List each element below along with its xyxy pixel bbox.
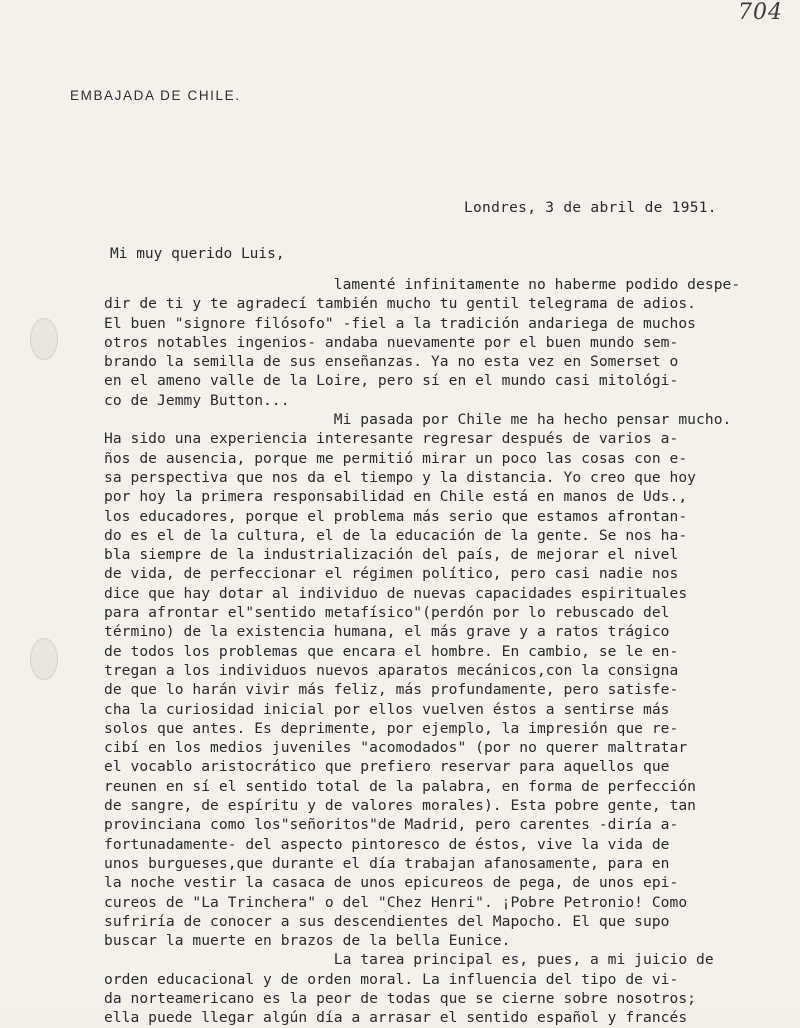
body-line: para afrontar el"sentido metafísico"(perdón por lo rebuscado del xyxy=(104,604,670,622)
body-line: bla siempre de la industrialización del país, de mejorar el nivel xyxy=(104,546,679,564)
punch-hole xyxy=(30,638,58,680)
body-line: reunen en sí el sentido total de la palabra, en forma de perfección xyxy=(104,777,697,795)
dateline: Londres, 3 de abril de 1951. xyxy=(464,200,717,216)
body-line: de sangre, de espíritu y de valores morales). Esta pobre gente, tan xyxy=(104,797,697,815)
body-line: co de Jemmy Button... xyxy=(104,391,290,409)
body-line: dir de ti y te agradecí también mucho tu gentil telegrama de adios. xyxy=(104,295,697,313)
body-line: tregan a los individuos nuevos aparatos mecánicos,con la consigna xyxy=(104,661,679,679)
body-line: buscar la muerte en brazos de la bella Eunice. xyxy=(104,932,511,950)
body-line: cha la curiosidad inicial por ellos vuelven éstos a sentirse más xyxy=(104,700,670,718)
salutation: Mi muy querido Luis, xyxy=(110,246,285,262)
body-line: otros notables ingenios- andaba nuevamente por el buen mundo sem- xyxy=(104,333,679,351)
body-line: orden educacional y de orden moral. La influencia del tipo de vi- xyxy=(104,970,679,988)
letter-body xyxy=(104,275,794,1028)
body-line: término) de la existencia humana, el más grave y a ratos trágico xyxy=(104,623,670,641)
body-line: de que lo harán vivir más feliz, más profundamente, pero satisfe- xyxy=(104,681,679,699)
body-line: de todos los problemas que encara el hombre. En cambio, se le en- xyxy=(104,642,679,660)
body-line: brando la semilla de sus enseñanzas. Ya no esta vez en Somerset o xyxy=(104,353,679,371)
punch-hole xyxy=(30,318,58,360)
body-line: por hoy la primera responsabilidad en Chile está en manos de Uds., xyxy=(104,488,688,506)
body-line: ella puede llegar algún día a arrasar el sentido español y francés xyxy=(104,1009,688,1027)
body-line: unos burgueses,que durante el día trabajan afanosamente, para en xyxy=(104,854,670,872)
body-line: lamenté infinitamente no haberme podido despe- xyxy=(104,276,741,293)
body-line: de vida, de perfeccionar el régimen político, pero casi nadie nos xyxy=(104,565,679,583)
body-line: dice que hay dotar al individuo de nuevas capacidades espirituales xyxy=(104,584,688,602)
body-line: Mi pasada por Chile me ha hecho pensar mucho. xyxy=(104,411,732,429)
body-line: Ha sido una experiencia interesante regresar después de varios a- xyxy=(104,430,679,448)
body-line: los educadores, porque el problema más serio que estamos afrontan- xyxy=(104,507,688,525)
body-line: ños de ausencia, porque me permitió mirar un poco las cosas con e- xyxy=(104,449,688,467)
body-line: La tarea principal es, pues, a mi juicio de xyxy=(104,951,714,969)
body-line: fortunadamente- del aspecto pintoresco de éstos, vive la vida de xyxy=(104,835,670,853)
body-line: da norteamericano es la peor de todas que se cierne sobre nosotros; xyxy=(104,989,697,1007)
archive-number: 704 xyxy=(738,0,783,25)
body-line: en el ameno valle de la Loire, pero sí en el mundo casi mitológi- xyxy=(104,372,679,390)
body-line: el vocablo aristocrático que prefiero reservar para aquellos que xyxy=(104,758,670,776)
letterhead: EMBAJADA DE CHILE. xyxy=(70,88,241,103)
body-line: sufriría de conocer a sus descendientes del Mapocho. El que supo xyxy=(104,912,670,930)
body-line: cibí en los medios juveniles "acomodados" (por no querer maltratar xyxy=(104,739,688,757)
body-line: El buen "signore filósofo" -fiel a la tradición andariega de muchos xyxy=(104,314,697,332)
body-line: solos que antes. Es deprimente, por ejemplo, la impresión que re- xyxy=(104,719,679,737)
body-line: la noche vestir la casaca de unos epicureos de pega, de unos epi- xyxy=(104,874,679,892)
body-line: sa perspectiva que nos da el tiempo y la distancia. Yo creo que hoy xyxy=(104,468,697,486)
body-line: do es el de la cultura, el de la educación de la gente. Se nos ha- xyxy=(104,526,688,544)
body-line: cureos de "La Trinchera" o del "Chez Henri". ¡Pobre Petronio! Como xyxy=(104,893,688,911)
body-line: provinciana como los"señoritos"de Madrid, pero carentes -diría a- xyxy=(104,816,679,834)
